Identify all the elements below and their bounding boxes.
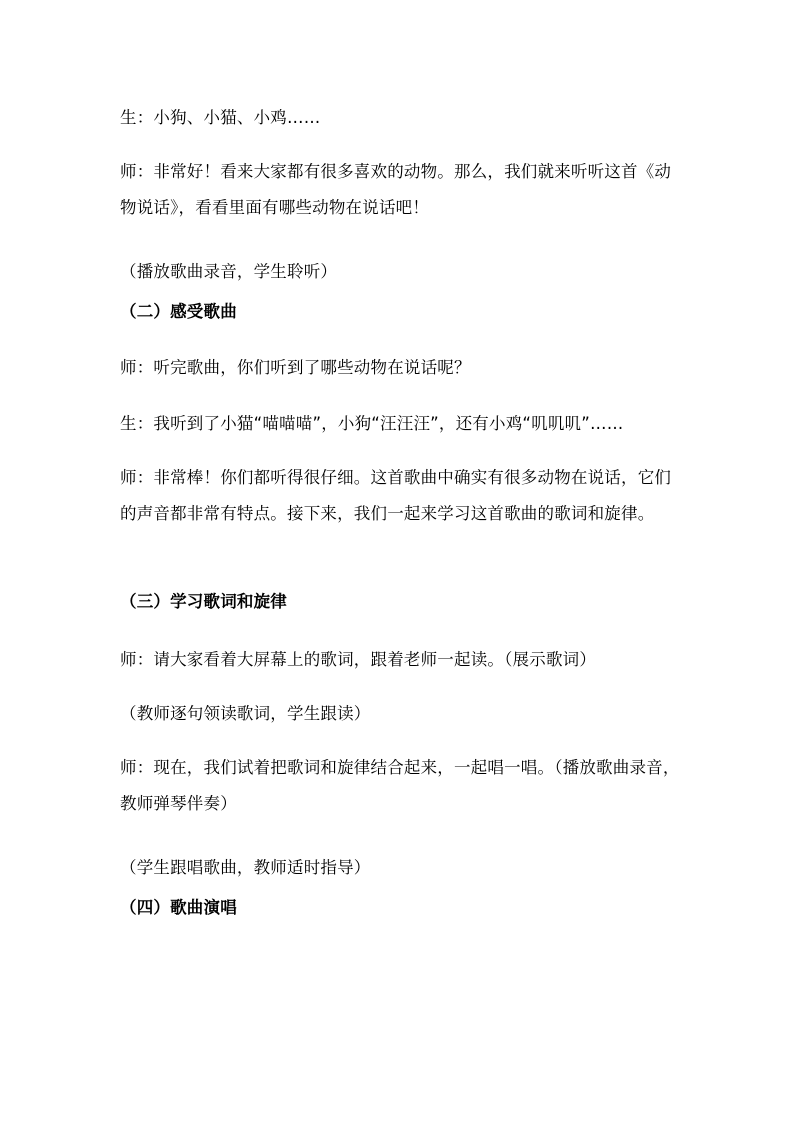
- dialogue-teacher-sing: 师：现在，我们试着把歌词和旋律结合起来，一起唱一唱。（播放歌曲录音，教师弹琴伴奏）: [120, 758, 680, 813]
- dialogue-teacher-read-lyrics: 师：请大家看着大屏幕上的歌词，跟着老师一起读。（展示歌词）: [120, 650, 597, 669]
- dialogue-student-animals: 生：小狗、小猫、小鸡……: [120, 108, 321, 127]
- dialogue-teacher-praise: 师：非常棒！你们都听得很仔细。这首歌曲中确实有很多动物在说话，它们的声音都非常有特点。接下来，我们一起来学习这首歌曲的歌词和旋律。: [120, 468, 672, 523]
- dialogue-student-answer: 生：我听到了小猫“喵喵喵”，小狗“汪汪汪”，还有小鸡“叽叽叽”……: [120, 414, 624, 433]
- section-heading-2: （二）感受歌曲: [120, 302, 237, 321]
- section-heading-4: （四）歌曲演唱: [120, 898, 237, 917]
- stage-direction-lead-reading: （教师逐句领读歌词，学生跟读）: [120, 704, 371, 723]
- stage-direction-sing-along: （学生跟唱歌曲，教师适时指导）: [120, 858, 371, 877]
- section-heading-3: （三）学习歌词和旋律: [120, 592, 287, 611]
- dialogue-teacher-question: 师：听完歌曲，你们听到了哪些动物在说话呢？: [120, 358, 471, 377]
- stage-direction-play-song: （播放歌曲录音，学生聆听）: [120, 262, 338, 281]
- dialogue-teacher-intro: 师：非常好！看来大家都有很多喜欢的动物。那么，我们就来听听这首《动物说话》，看看里面有哪些动物在说话吧！: [120, 162, 672, 217]
